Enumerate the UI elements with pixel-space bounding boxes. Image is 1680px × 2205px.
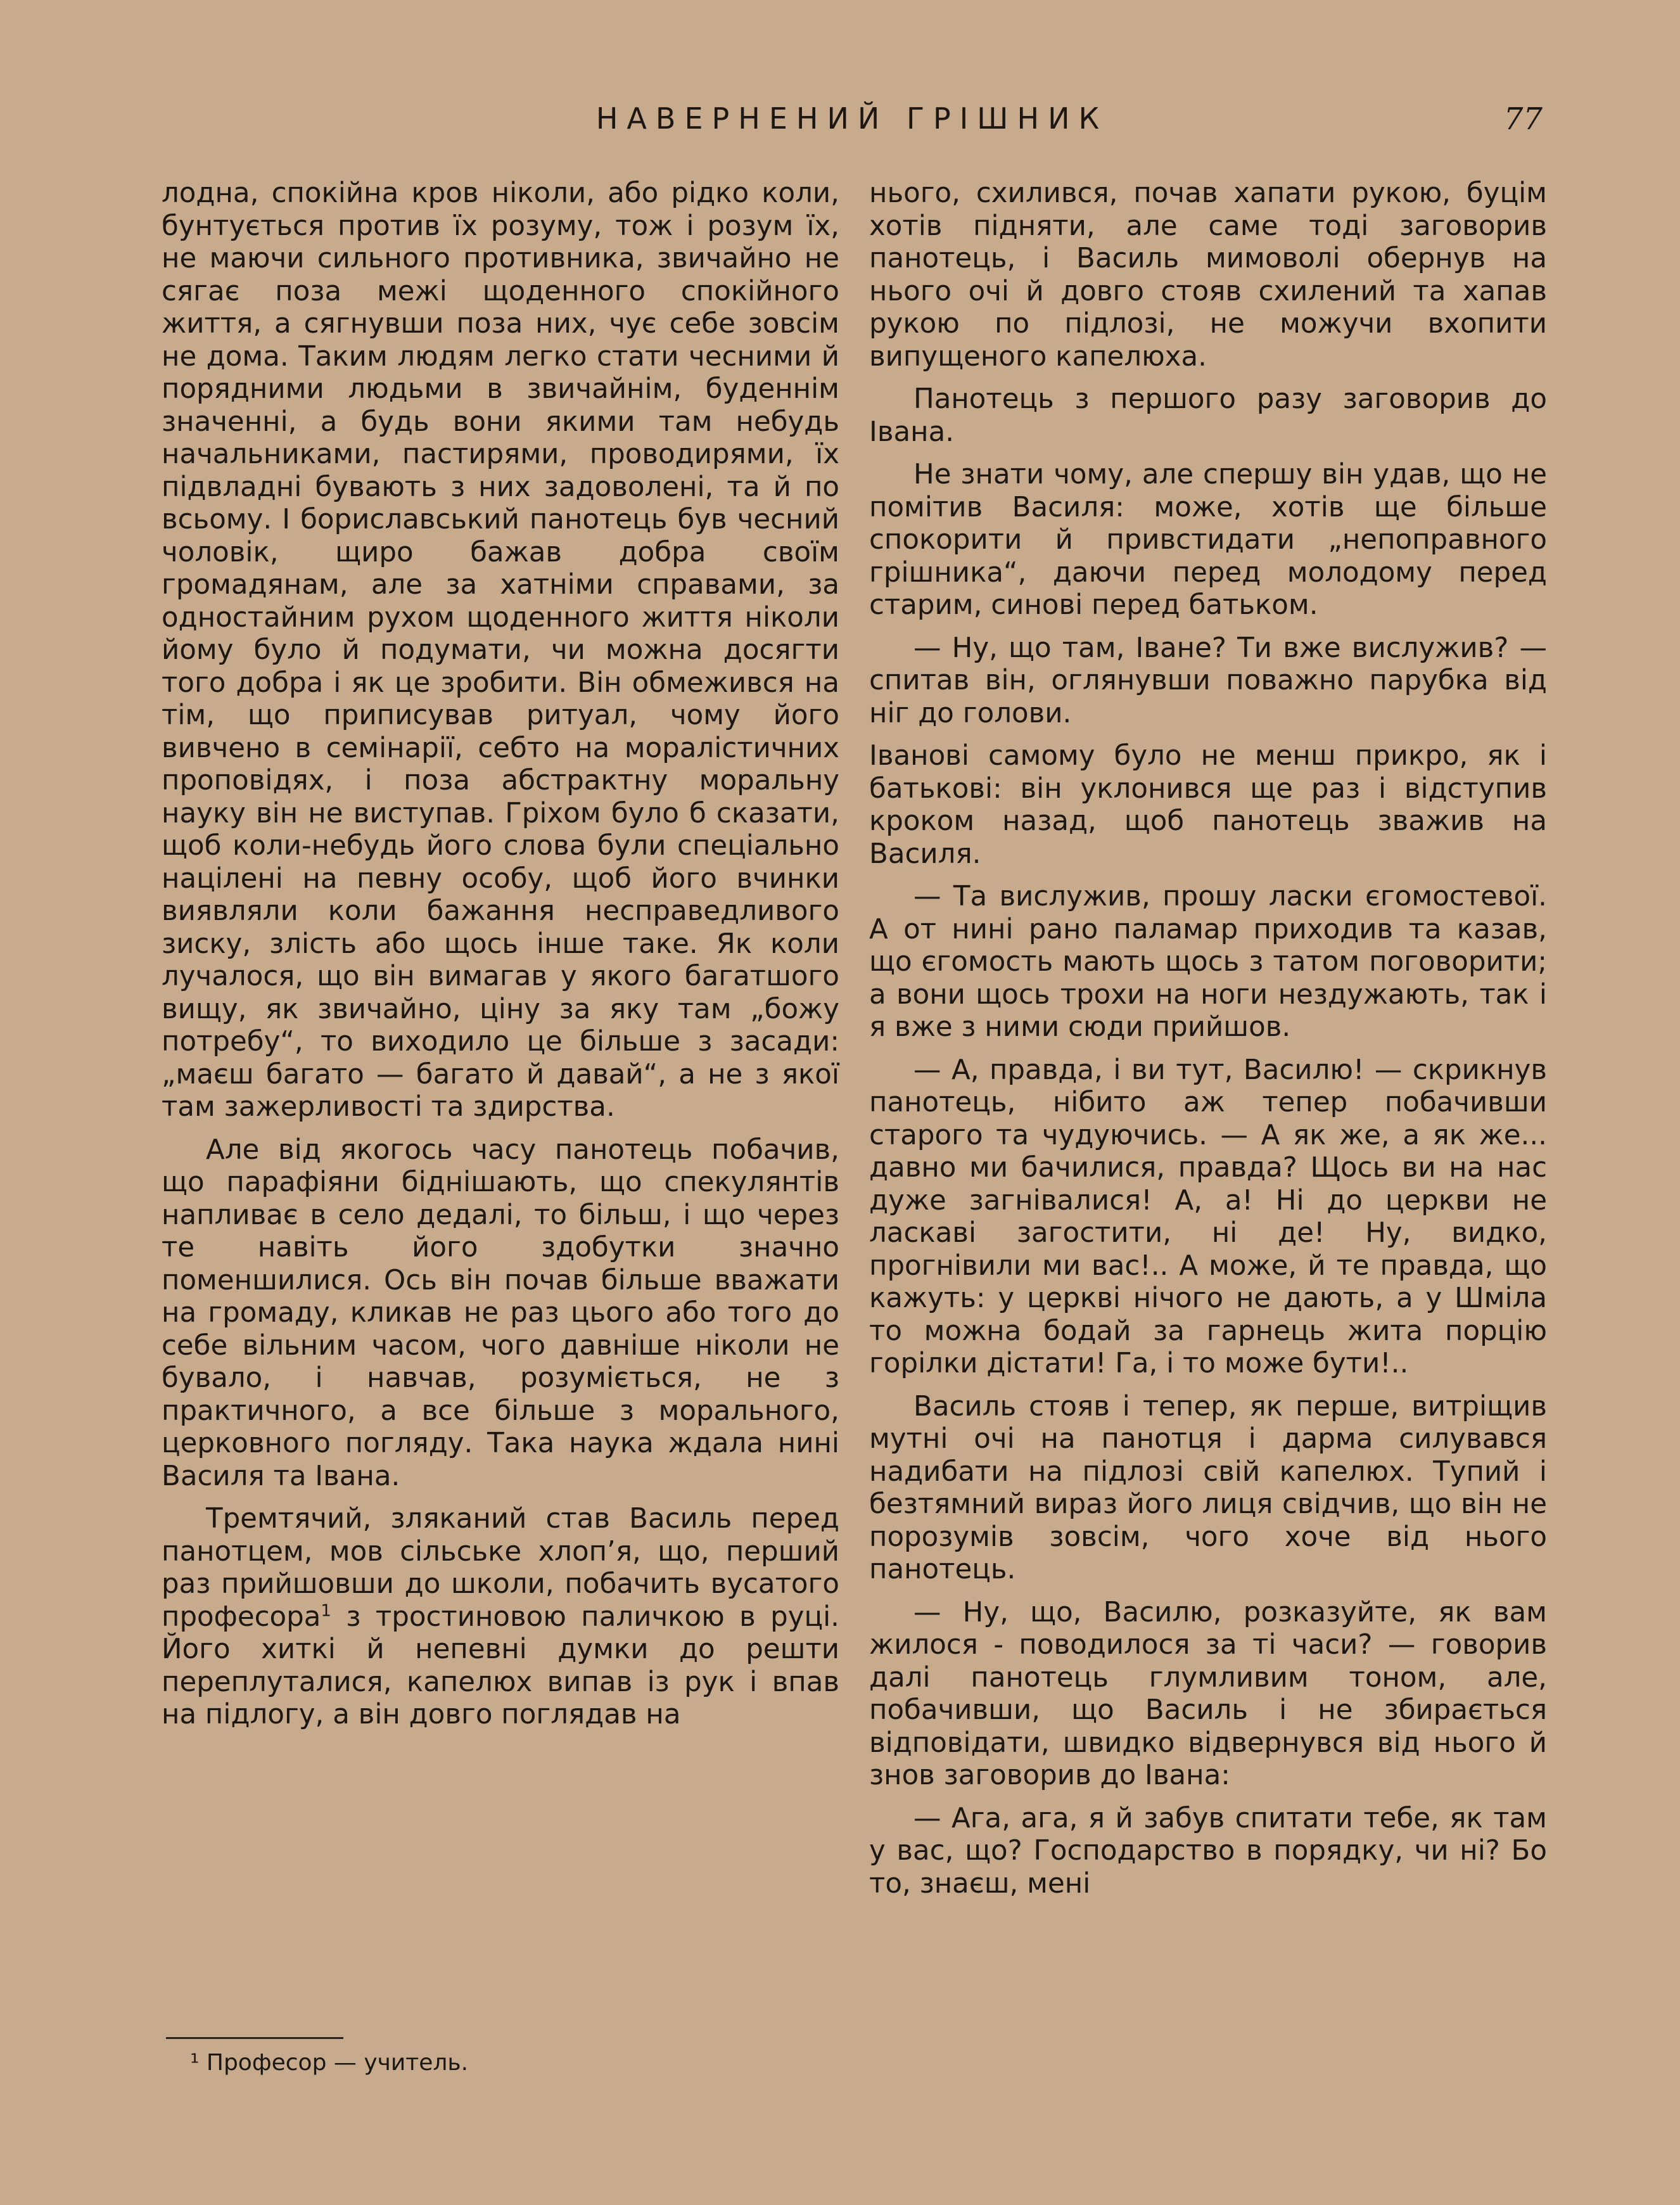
footnote-reference: 1	[321, 1601, 331, 1620]
paragraph: нього, схилився, почав хапати рукою, буцім хотів підняти, але саме тоді заговорив панотець, і Василь мимоволі обернув на нього очі й довго стояв схилений та хапав рукою по підлозі, не можучи вхопити випущеного капелюха.	[869, 177, 1547, 373]
paragraph: Але від якогось часу панотець побачив, що парафіяни біднішають, що спекулянтів напливає в село дедалі, то більш, і що через те навіть його здобутки значно поменшилися. Ось він почав більше вважати на громаду, кликав не раз цього або того до себе вільним часом, чого давніше ніколи не бувало, і навчав, розуміється, не з практичного, а все більше з морального, церковного погляду. Така наука ждала нині Василя та Івана.	[162, 1134, 839, 1492]
paragraph	[162, 1503, 839, 1732]
paragraph: Василь стояв і тепер, як перше, витріщив мутні очі на панотця і дарма силувався надибати на підлозі свій капелюх. Тупий і безтямний вираз його лиця свідчив, що він не порозумів зовсім, чого хоче від нього панотець.	[869, 1390, 1547, 1585]
paragraph-text: Тремтячий, зляканий став Василь перед панотцем, мов сільське хлоп’я, що, перший раз прийшовши до школи, побачить вусатого професора	[162, 1503, 839, 1633]
right-column	[869, 177, 1547, 1910]
left-column	[162, 177, 839, 1742]
page-header	[162, 101, 1543, 146]
paragraph-text: з тростиновою паличкою в руці. Його хиткі й непевні думки до решти переплуталися, капелюх випав із рук і впав на підлогу, а він довго поглядав на	[162, 1601, 839, 1730]
page-number: 77	[1503, 101, 1543, 137]
footnote-mark: ¹	[190, 2050, 200, 2076]
footnote-text: Професор — учитель.	[199, 2050, 469, 2076]
paragraph: — Ага, ага, я й забув спитати тебе, як там у вас, що? Господарство в порядку, чи ні? Бо то, знаєш, мені	[869, 1802, 1547, 1900]
paragraph: — Ну, що, Василю, розказуйте, як вам жилося - поводилося за ті часи? — говорив далі панотець глумливим тоном, але, побачивши, що Василь і не збирається відповідати, швидко відвернувся від нього й знов заговорив до Івана:	[869, 1596, 1547, 1791]
paragraph: — Та вислужив, прошу ласки єгомостевої. А от нині рано паламар приходив та казав, що єгомость мають щось з татом поговорити; а вони щось трохи на ноги нездужають, так і я вже з ними сюди прийшов.	[869, 881, 1547, 1043]
paragraph: — Ну, що там, Іване? Ти вже вислужив? — спитав він, оглянувши поважно парубка від ніг до голови.	[869, 632, 1547, 729]
running-title: НАВЕРНЕНИЙ ГРІШНИК	[595, 101, 1109, 136]
footnote-divider	[166, 2037, 343, 2039]
paragraph: — А, правда, і ви тут, Василю! — скрикнув панотець, нібито аж тепер побачивши старого та чудуючись. — А як же, а як же... давно ми бачилися, правда? Щось ви на нас дуже загнівалися! А, а! Ні до церкви не ласкаві загостити, ні де! Ну, видко, прогнівили ми вас!.. А може, й те правда, що кажуть: у церкві нічого не дають, а у Шміла то можна бодай за гарнець жита порцію горілки дістати! Га, і то може бути!..	[869, 1054, 1547, 1379]
paragraph: Іванові самому було не менш прикро, як і батькові: він уклонився ще раз і відступив кроком назад, щоб панотець зважив на Василя.	[869, 740, 1547, 870]
paragraph: лодна, спокійна кров ніколи, або рідко коли, бунтується против їх розуму, тож і розум їх, не маючи сильного противника, звичайно не сягає поза межі щоденного спокійного життя, а сягнувши поза них, чує себе зовсім не дома. Таким людям легко стати чесними й порядними людьми в звичайнім, буденнім значенні, а будь вони якими там небудь начальниками, пастирями, проводирями, їх підвладні бувають з них задоволені, та й по всьому. І бориславський панотець був чесний чоловік, щиро бажав добра своїм громадянам, але за хатніми справами, за одностайним рухом щоденного життя ніколи йому було й подумати, чи можна досягти того добра і як це зробити. Він обмежився на тім, що приписував ритуал, чому його вивчено в семінарії, себто на моралістичних проповідях, і поза абстрактну моральну науку він не виступав. Гріхом було б сказати, щоб коли-небудь його слова були спеціально націлені на певну особу, щоб його вчинки виявляли коли бажання несправедливого зиску, злість або щось інше таке. Як коли лучалося, що він вимагав у якого багатшого вищу, як звичайно, ціну за яку там „божу потребу“, то виходило це більше з засади: „маєш багато — багато й давай“, а не з якої там зажерливості та здирства.	[162, 177, 839, 1123]
footnote	[190, 2050, 468, 2076]
paragraph: Панотець з першого разу заговорив до Івана.	[869, 383, 1547, 448]
paragraph: Не знати чому, але спершу він удав, що не помітив Василя: може, хотів ще більше спокорити й привстидати „непоправного грішника“, даючи перед молодому перед старим, синові перед батьком.	[869, 459, 1547, 621]
